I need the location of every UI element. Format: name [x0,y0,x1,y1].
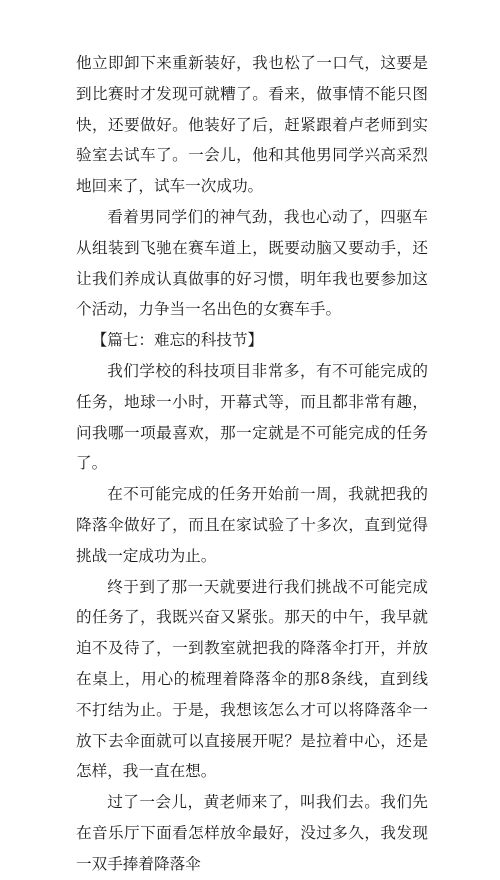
section-heading: 【篇七：难忘的科技节】 [91,331,264,350]
paragraph-teacher-arrives: 过了一会儿，黄老师来了，叫我们去。我们先在音乐厅下面看怎样放伞最好，没过多久，我发现一双手捧着降落伞 [76,793,428,873]
paragraph-parachute-prep: 在不可能完成的任务开始前一周，我就把我的降落伞做好了，而且在家试验了十多次，直到觉得挑战一定成功为止。 [76,485,428,565]
paragraph-race-car: 看着男同学们的神气劲，我也心动了，四驱车从组装到飞驰在赛车道上，既要动脑又要动手，还让我们养成认真做事的好习惯，明年我也要参加这个活动，力争当一名出色的女赛车手。 [76,207,428,319]
paragraph-continuation: 他立即卸下来重新装好，我也松了一口气，这要是到比赛时才发现可就糟了。看来，做事情不能只图快，还要做好。他装好了后，赶紧跟着卢老师到实验室去试车了。一会儿，他和其他男同学兴高采烈地回来了，试车一次成功。 [76,54,428,196]
document-page [76,48,428,880]
paragraph-science-projects: 我们学校的科技项目非常多，有不可能完成的任务，地球一小时，开幕式等，而且都非常有趣，问我哪一项最喜欢，那一定就是不可能完成的任务了。 [76,361,428,473]
paragraph-challenge-day: 终于到了那一天就要进行我们挑战不可能完成的任务了，我既兴奋又紧张。那天的中午，我早就迫不及待了，一到教室就把我的降落伞打开，并放在桌上，用心的梳理着降落伞的那8条线，直到线不打结为止。于是，我想该怎么才可以将降落伞一放下去伞面就可以直接展开呢？是拉着中心，还是怎样，我一直在想。 [76,577,428,781]
